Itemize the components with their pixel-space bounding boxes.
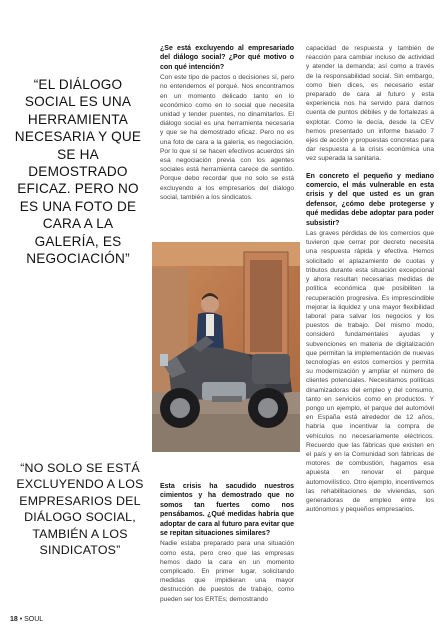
answer-1: Con este tipo de pactos o decisiones sí, pero no entendemos el porqué. Nos encontramos en un momento delicado tanto en lo económico como en lo social que necesita unidad y tender puentes, no dinamitarlos. El diálogo social es una herramienta necesaria y que se ha demostrado eficaz. Pero no es una foto de cara a la galería, es negociación. Por lo que sí se hacen efectivos acuerdos sin esa negociación previa con los agentes sociales está herramienta carece de sentido. Porque debo recordar que no solo se está excluyendo a los empresarios del diálogo social, también a los sindicatos.: [160, 74, 294, 201]
column-two: [160, 482, 294, 604]
column-three: [306, 44, 434, 514]
answer-2: Nadie estaba preparado para una situación como esta, pero creo que las empresas hemos dado la cara en un momento complicado. En primer lugar, solicitando medidas que impidieran una mayor destrucción de puestos de trabajo, como pueden ser los ERTEs; demostrando: [160, 540, 294, 603]
question-1: ¿Se está excluyendo al empresariado del diálogo social? ¿Por qué motivo o con qué intención?: [160, 45, 294, 71]
page-number: 18: [10, 616, 18, 623]
magazine-name: SOUL: [24, 616, 44, 623]
column-one: [160, 44, 294, 202]
answer-2-continued: capacidad de respuesta y también de reacción para cambiar incluso de actividad y atender la demanda; así como a través de la responsabilidad social. Sin embargo, como bien dices, es necesario estar preparado de cara al futuro y esta experiencia nos ha servido para darnos cuenta de puntos débiles y de fortalezas a explotar. Como le decía, desde la CEV hemos presentado un informe basado 7 ejes de acción y propuestas concretas para dar respuesta a la crisis económica una vez superada la sanitaria.: [306, 45, 434, 163]
question-2: Esta crisis ha sacudido nuestros cimientos y ha demostrado que no somos tan fuertes como nos pensábamos. ¿Qué medidas habría que adoptar de cara al futuro para evitar que se repitan situaciones similares?: [160, 483, 294, 538]
question-3: En concreto el pequeño y mediano comercio, el más vulnerable en esta crisis y del que usted es un gran defensor, ¿cómo debe protegerse y qué medidas debe adoptar para poder subsistir?: [306, 172, 434, 227]
pull-quote-sindicatos: “NO SOLO SE ESTÁ EXCLUYENDO A LOS EMPRESARIOS DEL DIÁLOGO SOCIAL, TAMBIÉN A LOS SINDICATOS”: [16, 461, 144, 558]
footer-separator: •: [17, 616, 25, 623]
pull-quote-dialogo-social: “EL DIÁLOGO SOCIAL ES UNA HERRAMIENTA NECESARIA Y QUE SE HA DEMOSTRADO EFICAZ. PERO NO ES UNA FOTO DE CARA A LA GALERÍA, ES NEGOCIACIÓN”: [14, 77, 142, 267]
motorcycle-photo: [152, 242, 300, 452]
page-footer: [10, 616, 43, 623]
answer-3: Las graves pérdidas de los comercios que tuvieron que cerrar por decreto necesita una respuesta rápida y efectiva. Hemos solicitado el aplazamiento de cuotas y tributos durante esta situación excepcional y ahora resultan necesarias medidas de política económica que posibiliten la recuperación progresiva. Es imprescindible mejorar la liquidez y una mayor flexibilidad laboral para salvar los negocios y los puestos de trabajo. Del mismo modo, consideró fundamentales ayudas y subvenciones en materia de digitalización que permitan la implementación de nuevas tecnologías en estos comercios y permita su modernización y ampliar el número de clientes potenciales. Necesitamos políticas dinamizadoras del empleo y del consumo, tanto en servicios como en productos. Y pongo un ejemplo, el parque del automóvil en España está alrededor de 12 años, habría que incentivar la compra de vehículos no necesariamente eléctricos. Recuerdo que las fábricas que existen en el país y en la Comunidad son fábricas de motores de combustión, hagamos esa apuesta en renovar el parque automovilístico. Otro ejemplo, incentivemos las rehabilitaciones de viviendas, son generadoras de empleo entre los autónomos y pequeños empresarios.: [306, 230, 434, 514]
